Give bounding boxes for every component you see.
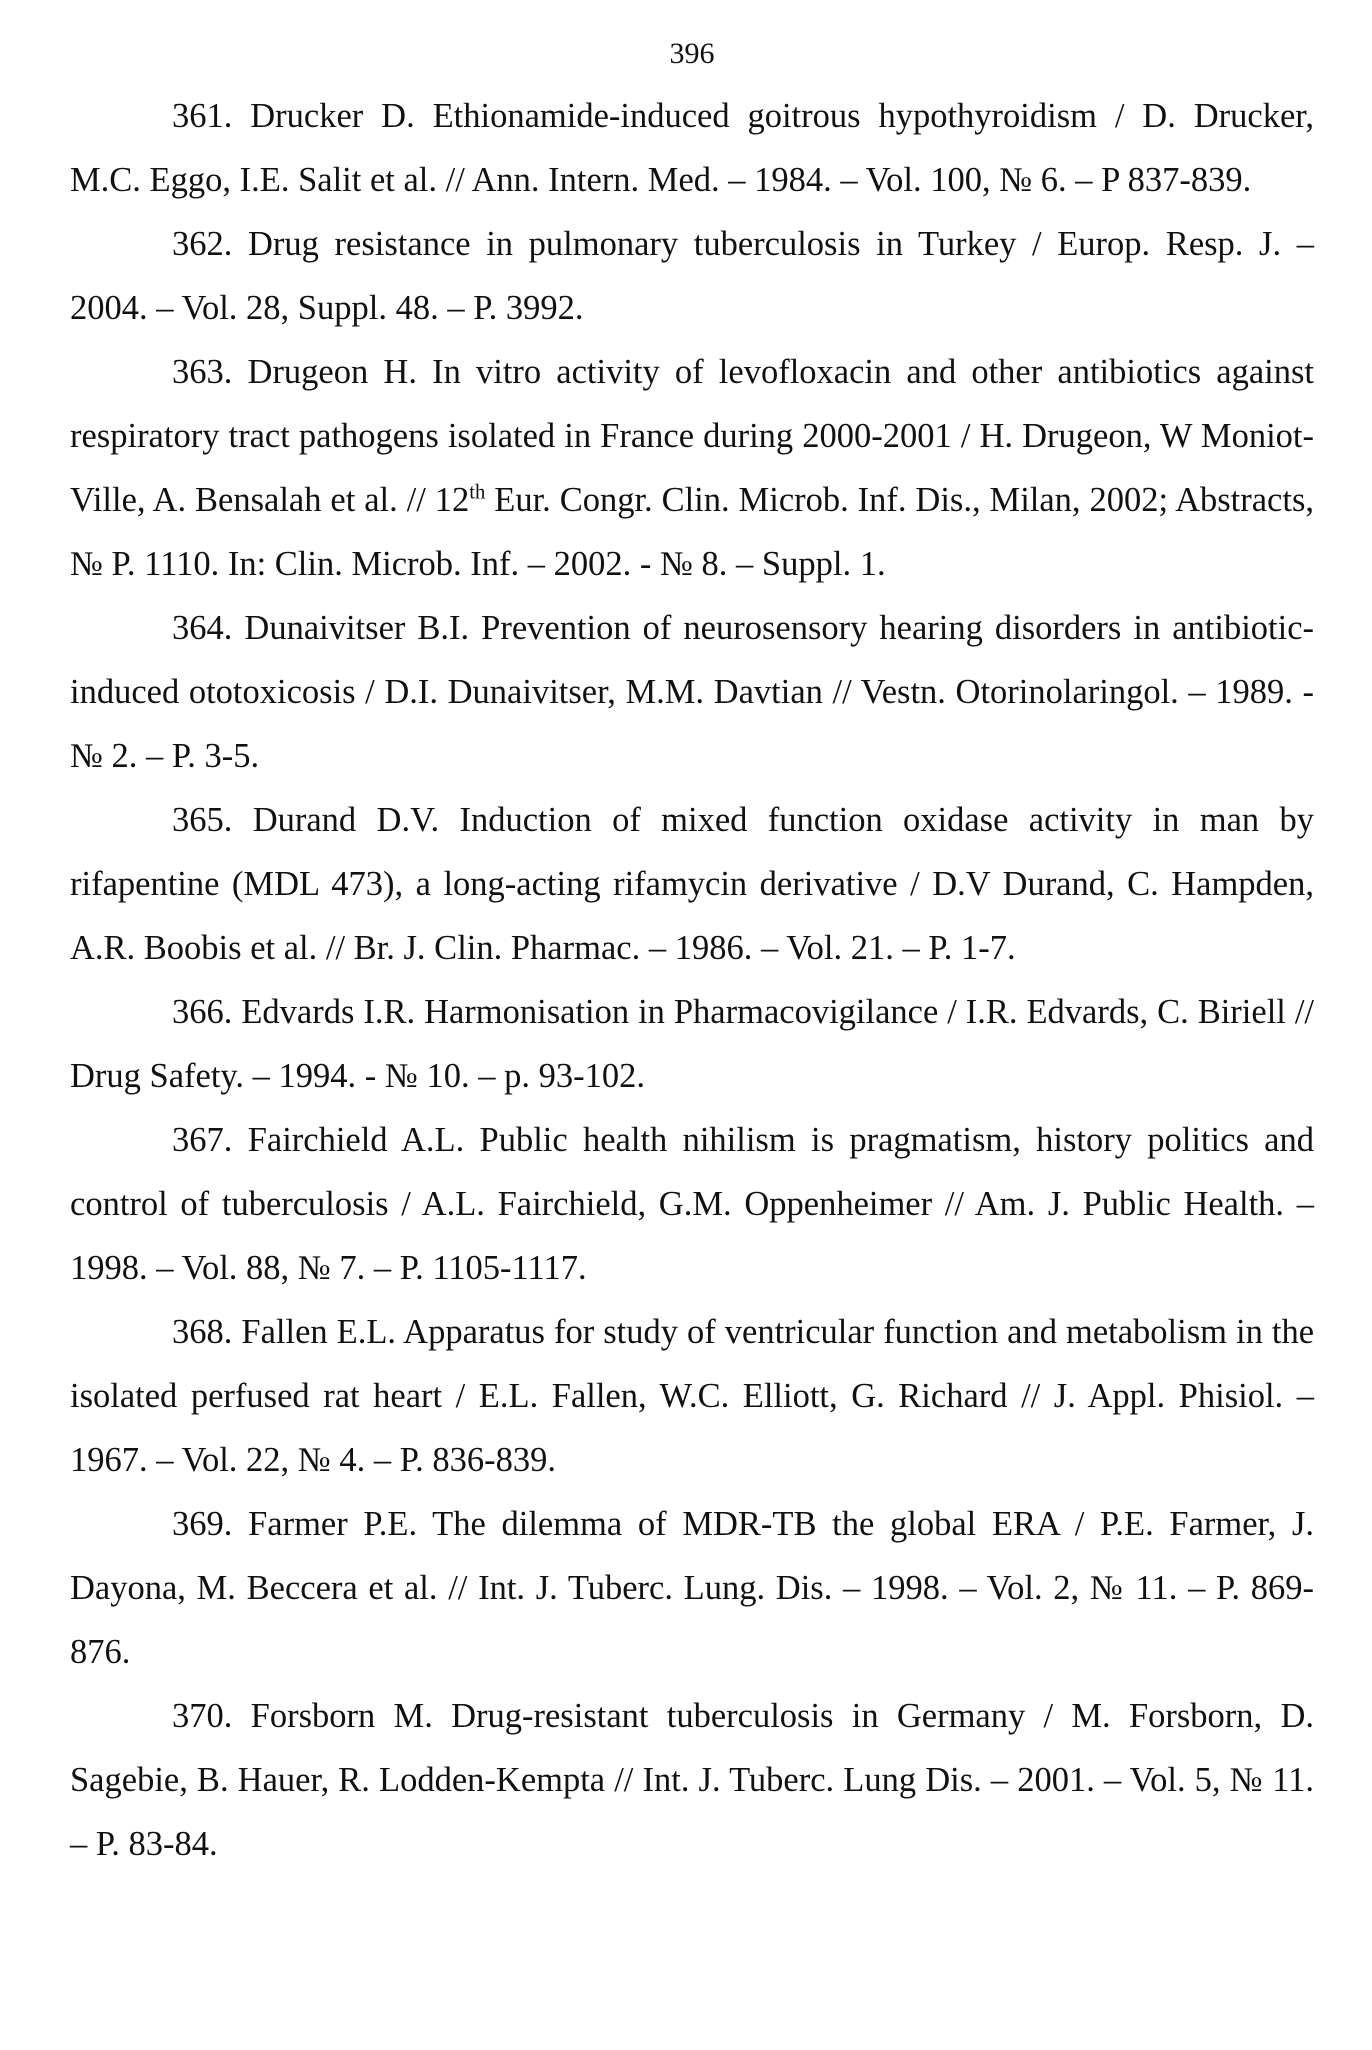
reference-entry [70, 1108, 1314, 1300]
reference-number: 365. [172, 801, 233, 839]
reference-entry [70, 980, 1314, 1108]
reference-entry [70, 596, 1314, 788]
reference-text: Drucker D. Ethionamide-induced goitrous hypothyroidism / D. Drucker, M.C. Eggo, I.E. Salit et al. // Ann. Intern. Med. – 1984. – Vol. 100, № 6. – P 837-839. [70, 97, 1314, 199]
reference-number: 370. [172, 1697, 233, 1735]
reference-text: Fallen E.L. Apparatus for study of ventricular function and metabolism in the isolated perfused rat heart / E.L. Fallen, W.C. Elliott, G. Richard // J. Appl. Phisiol. – 1967. – Vol. 22, № 4. – P. 836-839. [70, 1313, 1315, 1479]
reference-entry [70, 788, 1314, 980]
document-page [70, 24, 1314, 1876]
reference-entry [70, 340, 1314, 596]
reference-text: Durand D.V. Induction of mixed function oxidase activity in man by rifapentine (MDL 473), a long-acting rifamycin derivative / D.V Durand, C. Hampden, A.R. Boobis et al. // Br. J. Clin. Pharmac. – 1986. – Vol. 21. – P. 1-7. [70, 801, 1314, 967]
reference-number: 368. [172, 1313, 233, 1351]
reference-number: 366. [172, 993, 233, 1031]
reference-number: 364. [172, 609, 233, 647]
reference-text: Dunaivitser B.I. Prevention of neurosensory hearing disorders in antibiotic-induced ototoxicosis / D.I. Dunaivitser, M.M. Davtian // Vestn. Otorinolaringol. – 1989. - № 2. – P. 3-5. [70, 609, 1315, 775]
reference-list [70, 84, 1314, 1876]
reference-number: 363. [172, 353, 233, 391]
reference-number: 362. [172, 225, 233, 263]
reference-text: Forsborn M. Drug-resistant tuberculosis in Germany / M. Forsborn, D. Sagebie, B. Hauer, R. Lodden-Kempta // Int. J. Tuberc. Lung Dis. – 2001. – Vol. 5, № 11. – P. 83-84. [70, 1697, 1314, 1863]
reference-entry [70, 84, 1314, 212]
reference-number: 367. [172, 1121, 233, 1159]
reference-number: 361. [172, 97, 233, 135]
reference-number: 369. [172, 1505, 233, 1543]
reference-entry [70, 1684, 1314, 1876]
page-number: 396 [669, 37, 715, 70]
reference-text: Drug resistance in pulmonary tuberculosis in Turkey / Europ. Resp. J. – 2004. – Vol. 28, Suppl. 48. – P. 3992. [70, 225, 1314, 327]
reference-text: Drugeon H. In vitro activity of levofloxacin and other antibiotics against respiratory tract pathogens isolated in France during 2000-2001 / H. Drugeon, W Moniot-Ville, A. Bensalah et al. // 12th Eur. Congr. Clin. Microb. Inf. Dis., Milan, 2002; Abstracts, № P. 1110. In: Clin. Microb. Inf. – 2002. - № 8. – Suppl. 1. [70, 353, 1314, 583]
reference-text: Edvards I.R. Harmonisation in Pharmacovigilance / I.R. Edvards, C. Biriell // Drug Safety. – 1994. - № 10. – p. 93-102. [70, 993, 1314, 1095]
reference-entry [70, 1492, 1314, 1684]
reference-entry [70, 1300, 1314, 1492]
reference-entry [70, 212, 1314, 340]
reference-text: Farmer P.E. The dilemma of MDR-TB the global ERA / P.E. Farmer, J. Dayona, M. Beccera et al. // Int. J. Tuberc. Lung. Dis. – 1998. – Vol. 2, № 11. – P. 869-876. [70, 1505, 1314, 1671]
reference-text: Fairchield A.L. Public health nihilism is pragmatism, history politics and control of tuberculosis / A.L. Fairchield, G.M. Oppenheimer // Am. J. Public Health. – 1998. – Vol. 88, № 7. – P. 1105-1117. [70, 1121, 1314, 1287]
